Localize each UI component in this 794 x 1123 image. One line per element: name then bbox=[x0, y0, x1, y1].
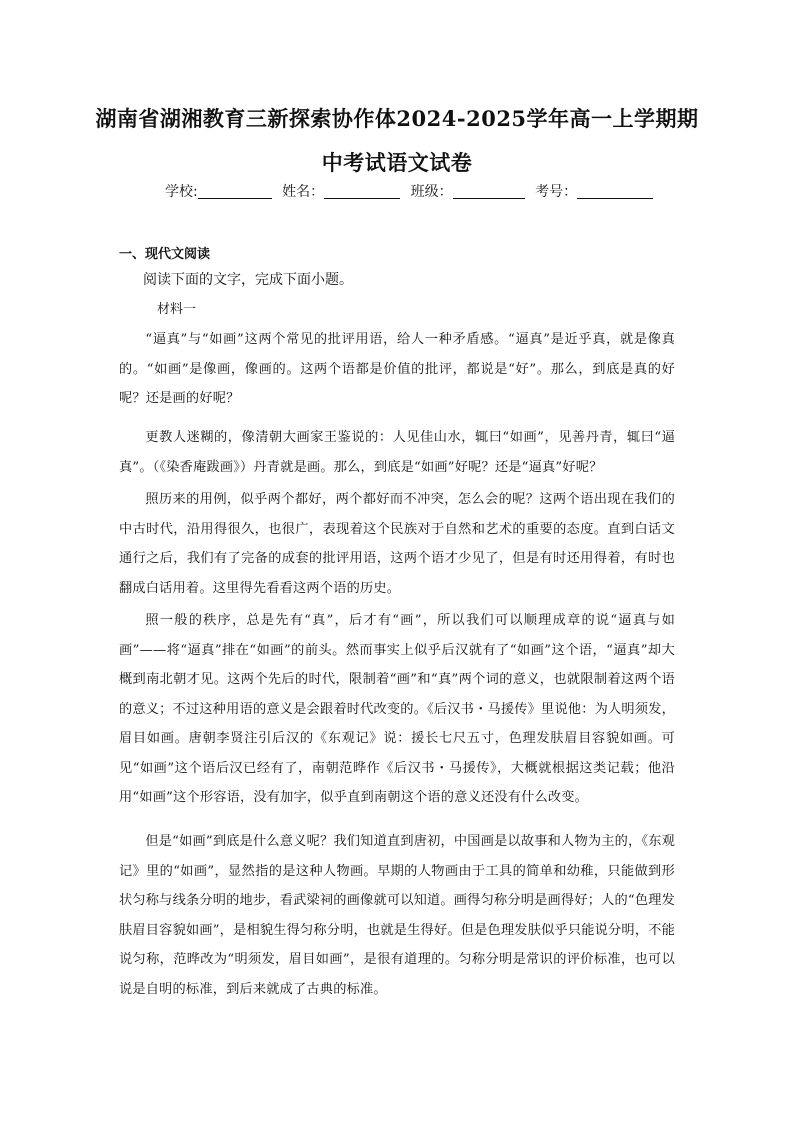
school-field[interactable] bbox=[165, 181, 278, 201]
exam-title-line2: 中考试语文试卷 bbox=[321, 150, 473, 175]
name-field[interactable] bbox=[282, 181, 406, 201]
material-label: 材料一 bbox=[157, 302, 197, 317]
exam-number-label: 考号： bbox=[535, 184, 578, 200]
paragraph-5: 但是“如画”到底是什么意义呢？我们知道直到唐初，中国画是以故事和人物为主的，《东观记》里的“如画”，显然指的是这种人物画。早期的人物画由于工具的简单和幼稚，只能做到形状匀称与线条分明的地步，看武梁祠的画像就可以知道。画得匀称分明是画得好；人的“色理发肤眉目容貌如画”，是相貌生得匀称分明，也就是生得好。但是色理发肤似乎只能说分明，不能说匀称，范晔改为“明须发，眉目如画”，是很有道理的。匀称分明是常识的评价标准，也可以说是自明的标准，到后来就成了古典的标准。 bbox=[119, 834, 675, 997]
name-label: 姓名： bbox=[282, 184, 325, 200]
class-field[interactable] bbox=[411, 181, 531, 201]
exam-number-field[interactable] bbox=[535, 181, 653, 201]
exam-number-blank[interactable] bbox=[577, 184, 653, 199]
paragraph-1: “逼真”与“如画”这两个常见的批评用语，给人一种矛盾感。“逼真”是近乎真，就是像真的。“如画”是像画，像画的。这两个语都是价值的批评，都说是“好”。那么，到底是真的好呢？还是画的好呢？ bbox=[119, 332, 675, 406]
student-info-line bbox=[165, 181, 665, 201]
exam-title-line1: 湖南省湖湘教育三新探索协作体2024-2025学年高一上学期期 bbox=[95, 106, 699, 131]
name-blank[interactable] bbox=[324, 184, 400, 199]
section-heading: 一、现代文阅读 bbox=[119, 247, 211, 262]
paragraph-2: 更教人迷糊的，像清朝大画家王鉴说的：人见佳山水，辄曰“如画”，见善丹青，辄曰“逼真”。（《染香庵跋画》）丹青就是画。那么，到底是“如画”好呢？还是“逼真”好呢？ bbox=[119, 430, 675, 475]
class-blank[interactable] bbox=[453, 184, 525, 199]
reading-instruction: 阅读下面的文字，完成下面小题。 bbox=[143, 272, 353, 288]
school-label: 学校: bbox=[165, 184, 198, 200]
school-blank[interactable] bbox=[198, 184, 272, 199]
paragraph-4: 照一般的秩序，总是先有“真”，后才有“画”，所以我们可以顺理成章的说“逼真与如画”——将“逼真”排在“如画”的前头。然而事实上似乎后汉就有了“如画”这个语，“逼真”却大概到南北朝才见。这两个先后的时代，限制着“画”和“真”两个词的意义，也就限制着这两个语的意义；不过这种用语的意义是会跟着时代改变的。《后汉书・马援传》里说他：为人明须发，眉目如画。唐朝李贤注引后汉的《东观记》说：援长七尺五寸，色理发肤眉目容貌如画。可见“如画”这个语后汉已经有了，南朝范晔作《后汉书・马援传》，大概就根据这类记载；他沿用“如画”这个形容语，没有加字，似乎直到南朝这个语的意义还没有什么改变。 bbox=[119, 613, 675, 805]
paragraph-3: 照历来的用例，似乎两个都好，两个都好而不冲突，怎么会的呢？这两个语出现在我们的中古时代，沿用得很久，也很广，表现着这个民族对于自然和艺术的重要的态度。直到白话文通行之后，我们有了完备的成套的批评用语，这两个语才少见了，但是有时还用得着，有时也翻成白话用着。这里得先看看这两个语的历史。 bbox=[119, 492, 675, 596]
class-label: 班级： bbox=[410, 184, 453, 200]
